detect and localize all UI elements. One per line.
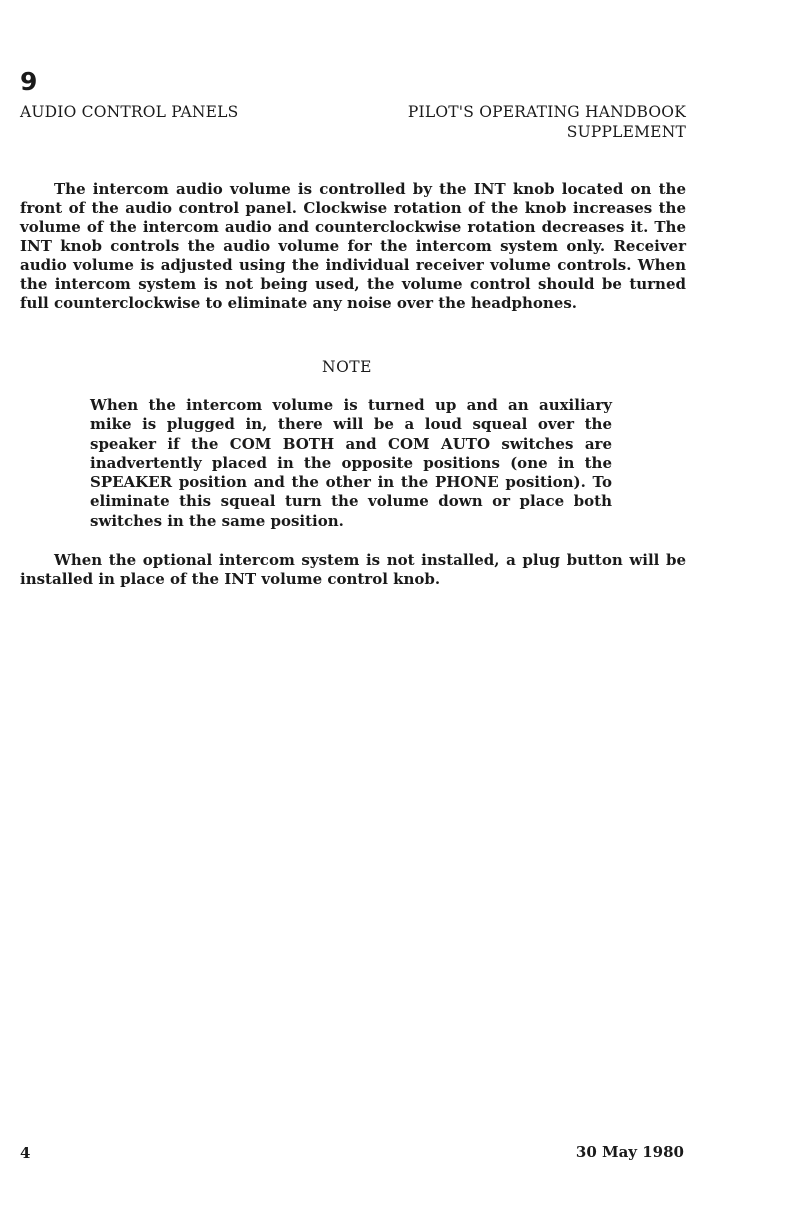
document-title-line1: PILOT'S OPERATING HANDBOOK <box>407 103 686 121</box>
optional-intercom-paragraph: When the optional intercom system is not installed, a plug button will be installed in place of the INT volume control knob. <box>20 551 686 588</box>
note-text: When the intercom volume is turned up and an auxiliary mike is plugged in, there will be a loud squeal over the speaker if the COM BOTH and COM AUTO switches are inadvertently placed in the opposite positions (one in the SPEAKER position and the other in the PHONE position). To eliminate this squeal turn the volume down or place both switches in the same position. <box>90 396 612 530</box>
revision-date: 30 May 1980 <box>575 1143 684 1161</box>
document-title <box>408 102 686 142</box>
section-title: AUDIO CONTROL PANELS <box>20 103 239 121</box>
document-title-line2: SUPPLEMENT <box>566 123 686 141</box>
note-heading: NOTE <box>322 358 372 376</box>
intercom-volume-paragraph: The intercom audio volume is controlled by the INT knob located on the front of the audio control panel. Clockwise rotation of the knob increases the volume of the intercom audio and counterclockwise rotation decreases it. The INT knob controls the audio volume for the intercom system only. Receiver audio volume is adjusted using the individual receiver volume controls. When the intercom system is not being used, the volume control should be turned full counterclockwise to eliminate any noise over the headphones. <box>20 180 686 312</box>
section-number: 9 <box>20 67 38 96</box>
page-number: 4 <box>20 1144 31 1162</box>
